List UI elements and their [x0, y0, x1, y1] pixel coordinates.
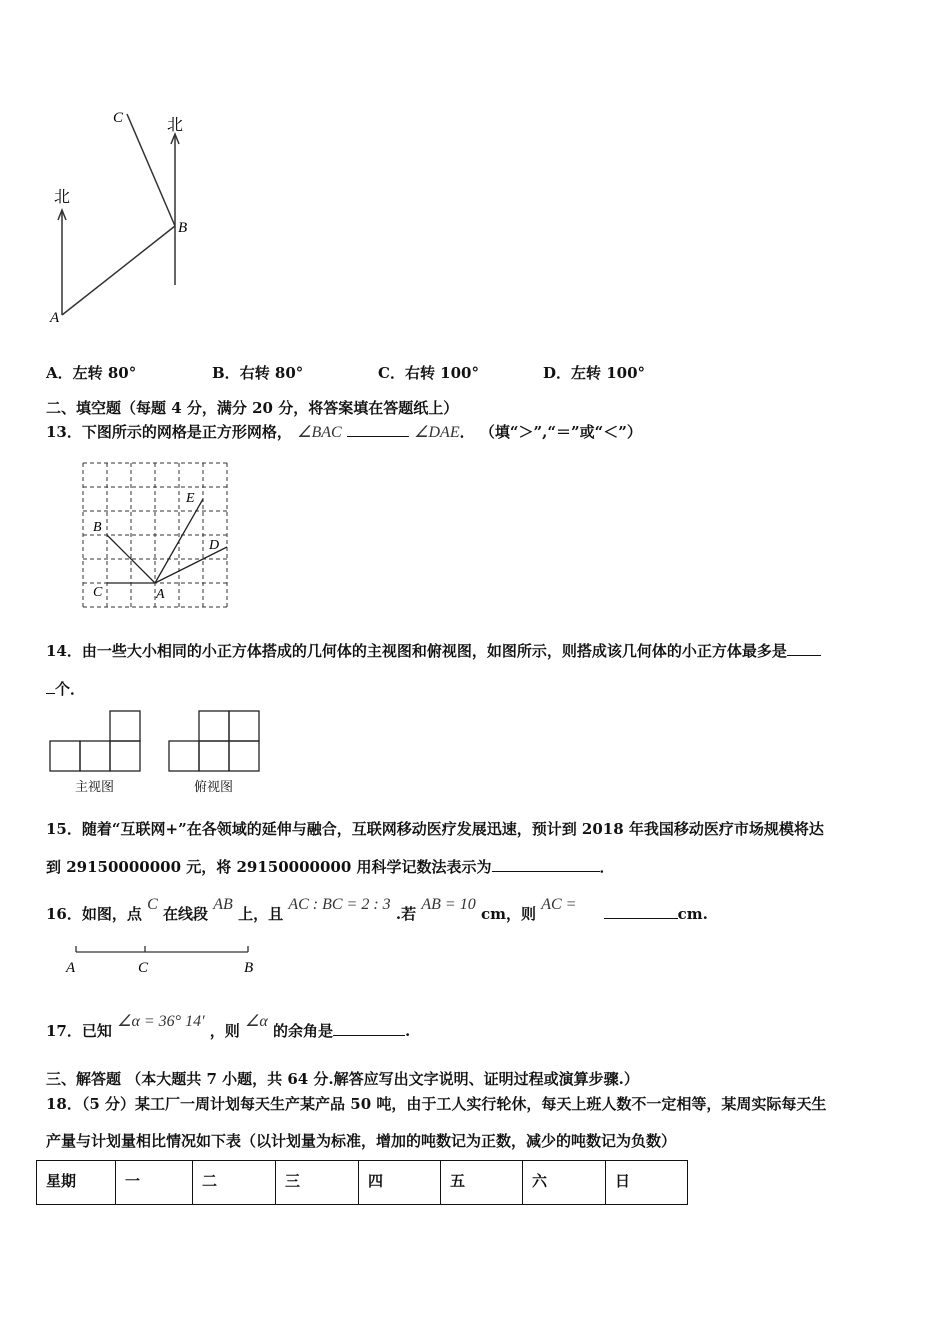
section-3-title: 三、解答题 （本大题共 7 小题，共 64 分.解答应写出文字说明、证明过程或演算步骤.）: [46, 1070, 639, 1088]
option-a[interactable]: A．左转 80°: [46, 364, 137, 382]
table-cell: 日: [606, 1161, 688, 1205]
option-c[interactable]: C．右转 100°: [378, 364, 479, 382]
direction-figure: [40, 100, 210, 330]
question-18-cont: 产量与计划量相比情况如下表（以计划量为标准，增加的吨数记为正数，减少的吨数记为负数）: [46, 1132, 677, 1150]
table-cell: 四: [359, 1161, 441, 1205]
angle-bac: ∠BAC: [297, 424, 342, 441]
answer-blank-15[interactable]: [492, 871, 600, 872]
question-15: 15．随着“互联网+”在各领域的延伸与融合，互联网移动医疗发展迅速，预计到 2018 年我国移动医疗市场规模将达: [46, 820, 824, 838]
production-table: [36, 1160, 688, 1205]
question-15-cont: 到 29150000000 元，将 29150000000 用科学记数法表示为 ．: [46, 858, 615, 876]
table-cell: 一: [116, 1161, 193, 1205]
question-14: 14．由一些大小相同的小正方体搭成的几何体的主视图和俯视图，如图所示，则搭成该几何体的小正方体最多是: [46, 640, 821, 661]
answer-blank-14a[interactable]: [787, 655, 821, 656]
front-view-figure: [48, 708, 144, 774]
option-d[interactable]: D．左转 100°: [543, 364, 646, 382]
grid-label-b: B: [93, 520, 102, 535]
question-14-cont: 个．: [46, 678, 85, 699]
north-label: 北: [167, 117, 184, 134]
grid-label-a: A: [156, 587, 165, 602]
section-2-title: 二、填空题（每题 4 分，满分 20 分，将答案填在答题纸上）: [46, 399, 459, 417]
top-view-caption: 俯视图: [194, 780, 234, 795]
answer-blank-13[interactable]: [347, 436, 409, 437]
segment-label-c: C: [138, 960, 149, 976]
table-row: [37, 1161, 688, 1205]
table-cell: 星期: [37, 1161, 116, 1205]
angle-dae: ∠DAE: [414, 424, 460, 441]
answer-blank-16[interactable]: [604, 918, 678, 919]
answer-blank-14b[interactable]: [46, 693, 55, 694]
north-label: 北: [54, 189, 71, 206]
table-cell: 三: [276, 1161, 359, 1205]
question-18: 18．（5 分）某工厂一周计划每天生产某产品 50 吨，由于工人实行轮休，每天上班人数不一定相等，某周实际每天生: [46, 1095, 827, 1113]
question-17: 17．已知 ∠α = 36° 14′ ，则 ∠α 的余角是 .: [46, 1013, 411, 1040]
answer-blank-17[interactable]: [333, 1035, 405, 1036]
option-b[interactable]: B．右转 80°: [212, 364, 304, 382]
segment-label-a: A: [66, 960, 76, 976]
point-b-label: B: [178, 220, 188, 236]
grid-figure: [80, 460, 230, 610]
point-a-label: A: [50, 310, 60, 326]
grid-label-d: D: [209, 538, 220, 553]
front-view-caption: 主视图: [75, 780, 115, 795]
grid-label-c: C: [93, 585, 103, 600]
top-view-figure: [167, 708, 263, 774]
question-16: 16．如图，点 C 在线段 AB 上，且 AC : BC = 2 : 3 .若 AB = 10 cm，则 AC = cm.: [46, 896, 708, 923]
segment-ab: [62, 226, 175, 315]
point-c-label: C: [113, 110, 124, 126]
table-cell: 五: [441, 1161, 523, 1205]
segment-label-b: B: [244, 960, 254, 976]
segment-figure: [60, 940, 270, 980]
table-cell: 六: [523, 1161, 606, 1205]
question-13: 13．下图所示的网格是正方形网格， ∠BAC ∠DAE． （填“＞”,“＝”或“＜”）: [46, 423, 642, 441]
grid-label-e: E: [186, 491, 195, 506]
table-cell: 二: [193, 1161, 276, 1205]
